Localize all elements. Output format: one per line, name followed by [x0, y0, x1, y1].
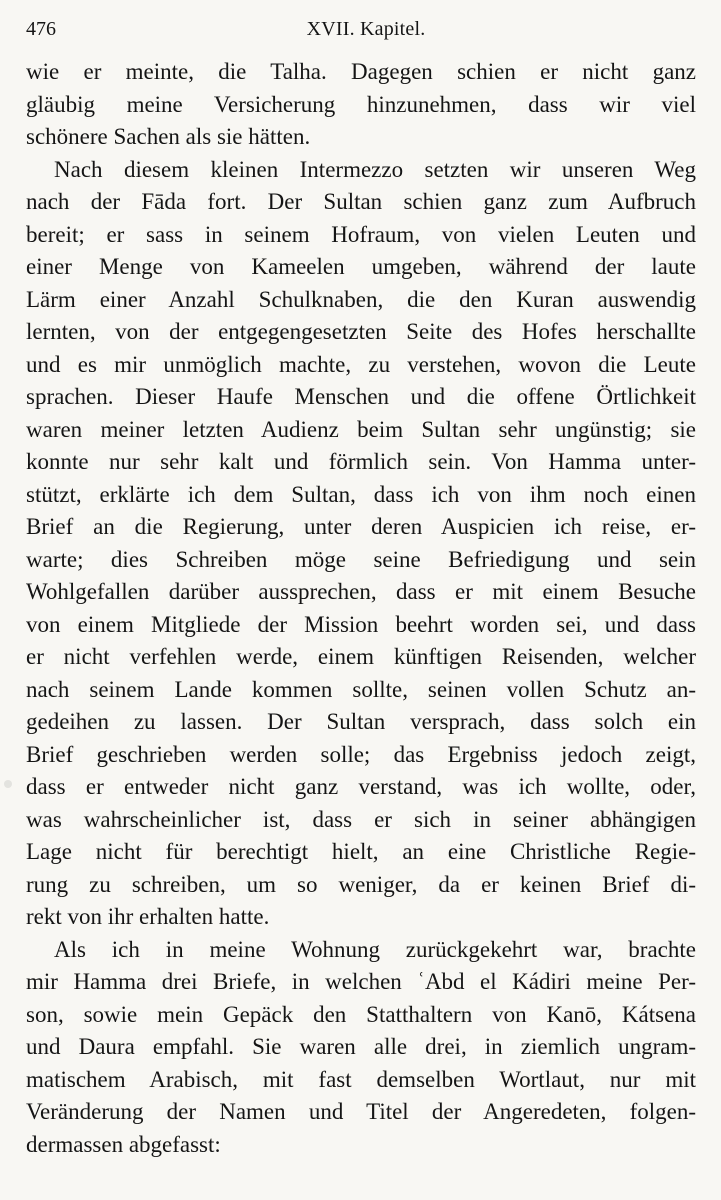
main-text	[26, 56, 696, 1161]
text-line: son, sowie mein Gepäck den Statthaltern von Kanō, Kátsena	[26, 1001, 696, 1027]
running-head: XVII. Kapitel.	[306, 18, 426, 40]
page-number: 476	[26, 18, 56, 40]
text-line: matischem Arabisch, mit fast demselben Wortlaut, nur mit	[26, 1066, 696, 1092]
text-line: sprachen. Dieser Haufe Menschen und die offene Örtlichkeit	[26, 384, 696, 409]
text-line: dermassen abgefasst:	[26, 1131, 221, 1157]
text-line: konnte nur sehr kalt und förmlich sein. Von Hamma unter-	[26, 449, 696, 474]
text-line: dass er entweder nicht ganz verstand, was ich wollte, oder,	[26, 774, 696, 799]
text-line: Brief an die Regierung, unter deren Auspicien ich reise, er-	[26, 514, 696, 539]
text-line: nach der Fāda fort. Der Sultan schien ganz zum Aufbruch	[26, 189, 696, 214]
text-line: Veränderung der Namen und Titel der Angeredeten, folgen-	[26, 1099, 696, 1124]
text-line: schönere Sachen als sie hätten.	[26, 124, 311, 149]
text-line: Als ich in meine Wohnung zurückgekehrt war, brachte	[54, 936, 696, 962]
text-line: bereit; er sass in seinem Hofraum, von vielen Leuten und	[26, 221, 696, 247]
paragraph-1	[26, 56, 696, 154]
text-line: Lage nicht für berechtigt hielt, an eine Christliche Regie-	[26, 839, 696, 864]
text-line: mir Hamma drei Briefe, in welchen ʿAbd el Kádiri meine Per-	[26, 969, 696, 994]
scan-mark	[4, 780, 12, 788]
page-header	[26, 12, 706, 46]
text-line: Lärm einer Anzahl Schulknaben, die den Kuran auswendig	[26, 286, 696, 312]
text-line: warte; dies Schreiben möge seine Befriedigung und sein	[26, 546, 696, 572]
text-line: und Daura empfahl. Sie waren alle drei, in ziemlich ungram-	[26, 1034, 696, 1059]
text-line: er nicht verfehlen werde, einem künftigen Reisenden, welcher	[26, 644, 696, 669]
text-line: nach seinem Lande kommen sollte, seinen vollen Schutz an-	[26, 676, 696, 702]
text-line: von einem Mitgliede der Mission beehrt worden sei, und dass	[26, 611, 696, 637]
text-line: lernten, von der entgegengesetzten Seite des Hofes herschallte	[26, 319, 696, 344]
text-line: wie er meinte, die Talha. Dagegen schien er nicht ganz	[26, 59, 696, 84]
paragraph-3	[26, 934, 696, 1162]
text-line: Wohlgefallen darüber aussprechen, dass er mit einem Besuche	[26, 579, 696, 604]
text-line: waren meiner letzten Audienz beim Sultan sehr ungünstig; sie	[26, 416, 696, 442]
text-line: und es mir unmöglich machte, zu verstehen, wovon die Leute	[26, 351, 696, 377]
text-line: Nach diesem kleinen Intermezzo setzten wir unseren Weg	[54, 156, 696, 182]
text-line: Brief geschrieben werden solle; das Ergebniss jedoch zeigt,	[26, 741, 696, 767]
text-line: was wahrscheinlicher ist, dass er sich in seiner abhängigen	[26, 806, 696, 832]
text-line: rung zu schreiben, um so weniger, da er keinen Brief di-	[26, 871, 696, 897]
text-line: gläubig meine Versicherung hinzunehmen, dass wir viel	[26, 91, 696, 117]
text-line: gedeihen zu lassen. Der Sultan versprach, dass solch ein	[26, 709, 696, 734]
text-line: rekt von ihr erhalten hatte.	[26, 904, 270, 929]
paragraph-2	[26, 154, 696, 934]
text-line: stützt, erklärte ich dem Sultan, dass ich von ihm noch einen	[26, 481, 696, 507]
text-line: einer Menge von Kameelen umgeben, während der laute	[26, 254, 696, 279]
